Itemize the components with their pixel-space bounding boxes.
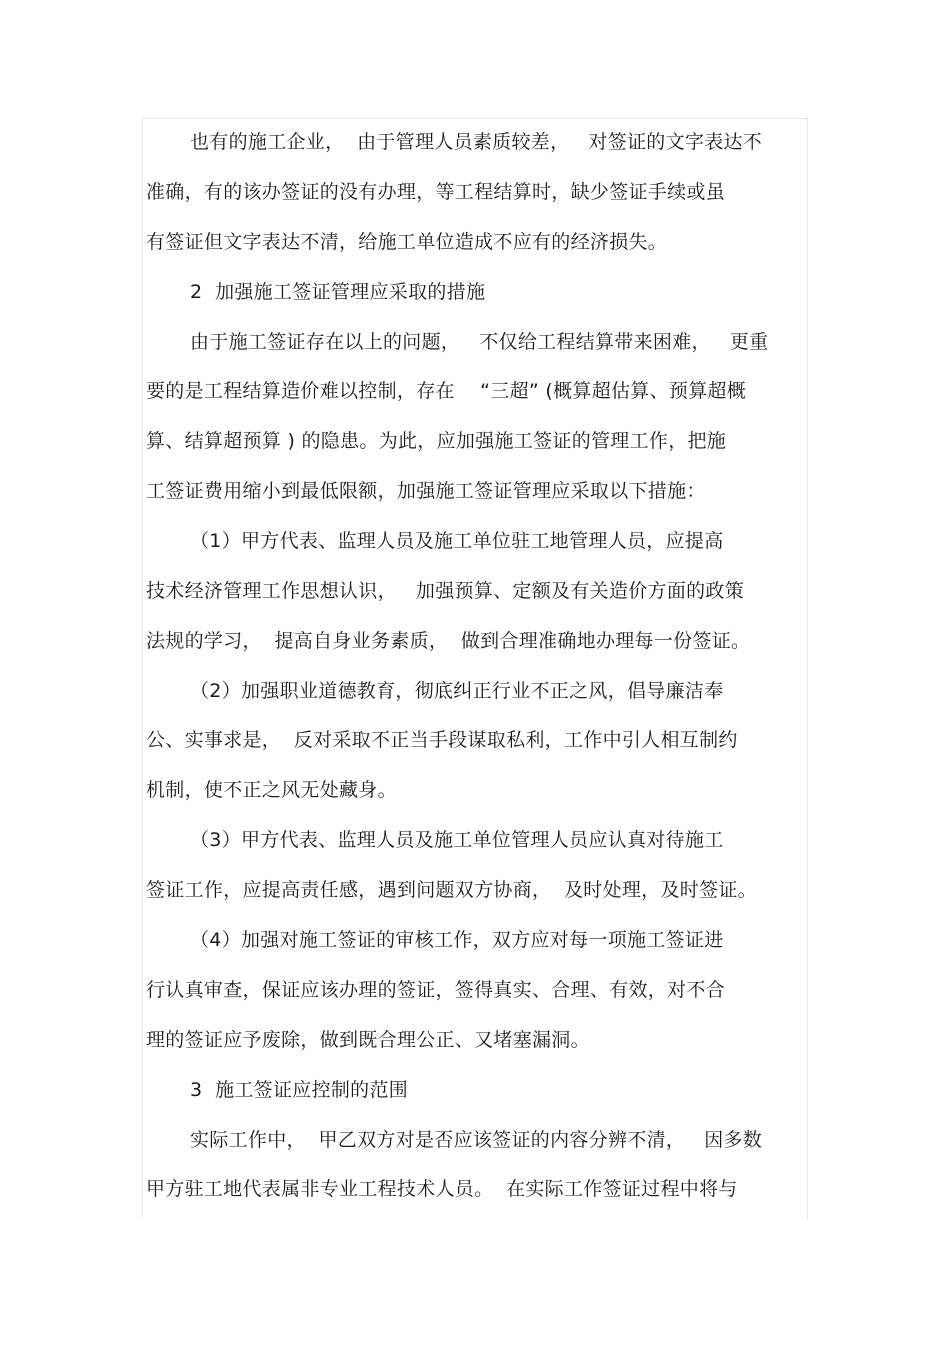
text-line: 签证工作，应提高责任感，遇到问题双方协商， 及时处理，及时签证。: [146, 879, 757, 901]
list-item: （1）甲方代表、监理人员及施工单位驻工地管理人员，应提高: [190, 530, 724, 552]
text-line: 工签证费用缩小到最低限额，加强施工签证管理应采取以下措施：: [146, 480, 706, 502]
section-heading: 2 加强施工签证管理应采取的措施: [190, 281, 486, 303]
text-line: 实际工作中， 甲乙双方对是否应该签证的内容分辨不清， 因多数: [190, 1129, 763, 1151]
text-line: 理的签证应予废除，做到既合理公正、又堵塞漏洞。: [146, 1029, 590, 1051]
text-line: 要的是工程结算造价难以控制，存在 “三超” (概算超估算、预算超概: [146, 380, 747, 402]
text-line: 行认真审查，保证应该办理的签证，签得真实、合理、有效，对不合: [146, 979, 726, 1001]
list-item: （4）加强对施工签证的审核工作，双方应对每一项施工签证进: [190, 929, 724, 951]
text-line: 法规的学习， 提高自身业务素质， 做到合理准确地办理每一份签证。: [146, 630, 751, 652]
list-item: （2）加强职业道德教育，彻底纠正行业不正之风，倡导廉洁奉: [190, 680, 724, 702]
text-line: 公、实事求是， 反对采取不正当手段谋取私利，工作中引人相互制约: [146, 729, 738, 751]
list-item: （3）甲方代表、监理人员及施工单位管理人员应认真对待施工: [190, 829, 724, 851]
text-line: 算、结算超预算 ) 的隐患。为此，应加强施工签证的管理工作，把施: [146, 430, 727, 452]
text-line: 技术经济管理工作思想认识， 加强预算、定额及有关造价方面的政策: [146, 580, 745, 602]
text-line: 由于施工签证存在以上的问题， 不仅给工程结算带来困难， 更重: [190, 331, 769, 353]
section-heading: 3 施工签证应控制的范围: [190, 1079, 409, 1101]
text-line: 机制，使不正之风无处藏身。: [146, 779, 397, 801]
text-line: 有签证但文字表达不清，给施工单位造成不应有的经济损失。: [146, 231, 668, 253]
text-line: 甲方驻工地代表属非专业工程技术人员。 在实际工作签证过程中将与: [146, 1178, 738, 1200]
text-line: 准确，有的该办签证的没有办理，等工程结算时，缺少签证手续或虽: [146, 181, 726, 203]
text-line: 也有的施工企业， 由于管理人员素质较差， 对签证的文字表达不: [190, 131, 763, 153]
